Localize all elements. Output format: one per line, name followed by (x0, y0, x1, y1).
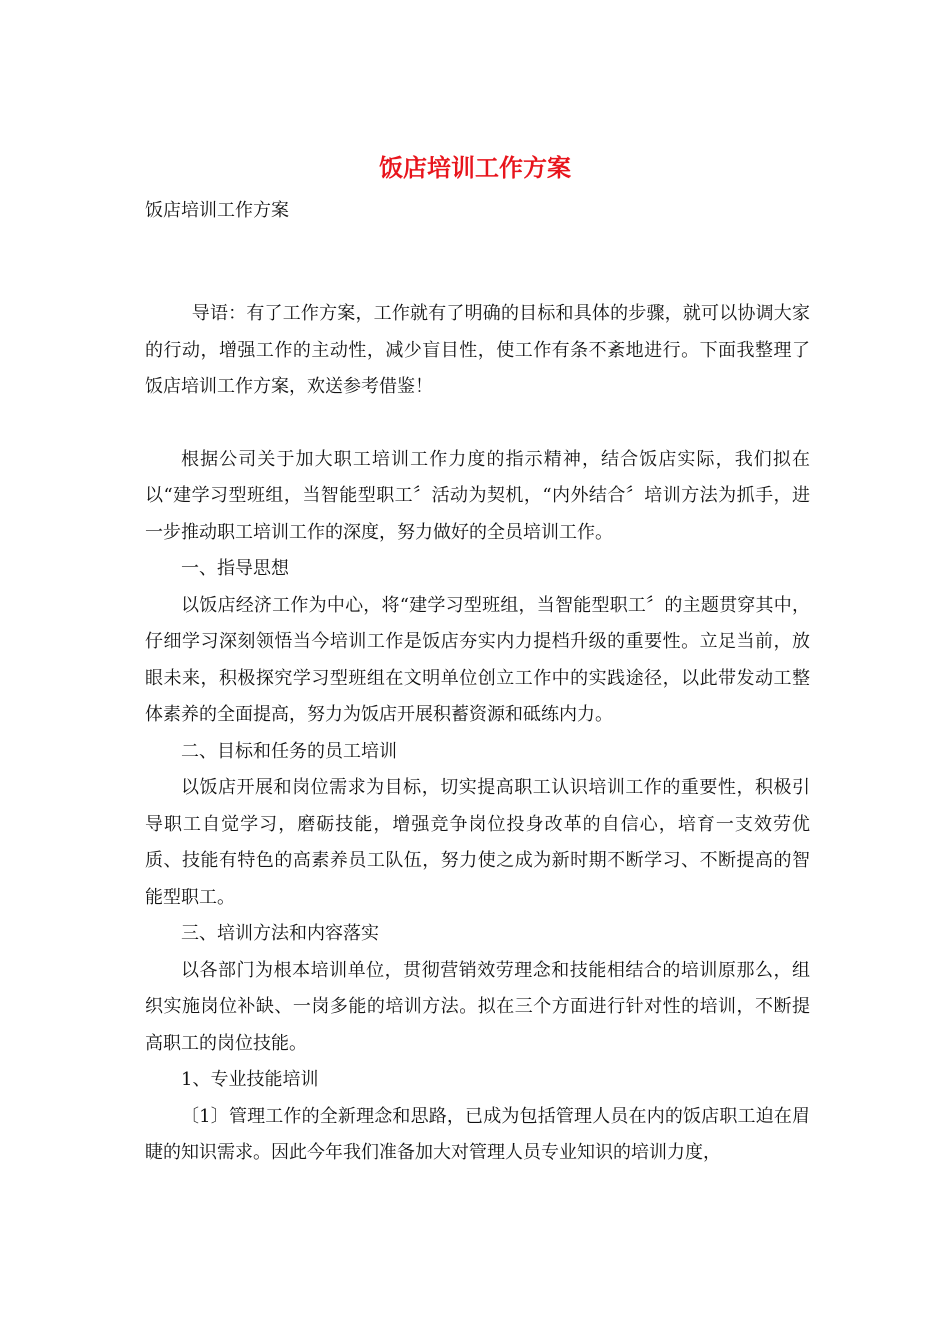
paragraph-5: 〔1〕管理工作的全新理念和思路，已成为包括管理人员在内的饭店职工迫在眉睫的知识需求。因此今年我们准备加大对管理人员专业知识的培训力度， (145, 1105, 810, 1163)
section-heading-1: 一、指导思想 (181, 558, 289, 579)
document-title: 饭店培训工作方案 (379, 153, 571, 182)
section-heading-4: 1、专业技能培训 (181, 1069, 319, 1090)
paragraph-3: 以饭店开展和岗位需求为目标，切实提高职工认识培训工作的重要性，积极引导职工自觉学习，磨砺技能，增强竞争岗位投身改革的自信心，培育一支效劳优质、技能有特色的高素养员工队伍，努力使之成为新时期不断学习、不断提高的智能型职工。 (145, 777, 810, 908)
document-subtitle: 饭店培训工作方案 (145, 200, 289, 221)
paragraph-4: 以各部门为根本培训单位，贯彻营销效劳理念和技能相结合的培训原那么，组织实施岗位补缺、一岗多能的培训方法。拟在三个方面进行针对性的培训，不断提高职工的岗位技能。 (145, 959, 810, 1054)
section-heading-3: 三、培训方法和内容落实 (181, 923, 379, 944)
document-body (145, 296, 810, 1172)
paragraph-2: 以饭店经济工作为中心，将“建学习型班组，当智能型职工〞的主题贯穿其中，仔细学习深刻领悟当今培训工作是饭店夯实内力提档升级的重要性。立足当前，放眼未来，积极探究学习型班组在文明单位创立工作中的实践途径，以此带发动工整体素养的全面提高，努力为饭店开展积蓄资源和砥练内力。 (145, 594, 810, 725)
paragraph-spacer (145, 406, 810, 442)
section-heading-2: 二、目标和任务的员工培训 (181, 740, 397, 762)
paragraph-1: 根据公司关于加大职工培训工作力度的指示精神，结合饭店实际，我们拟在以“建学习型班组，当智能型职工〞活动为契机，“内外结合〞培训方法为抓手，进一步推动职工培训工作的深度，努力做好的全员培训工作。 (145, 448, 810, 543)
intro-paragraph: 导语：有了工作方案，工作就有了明确的目标和具体的步骤，就可以协调大家的行动，增强工作的主动性，减少盲目性，使工作有条不紊地进行。下面我整理了饭店培训工作方案，欢送参考借鉴！ (145, 303, 810, 397)
